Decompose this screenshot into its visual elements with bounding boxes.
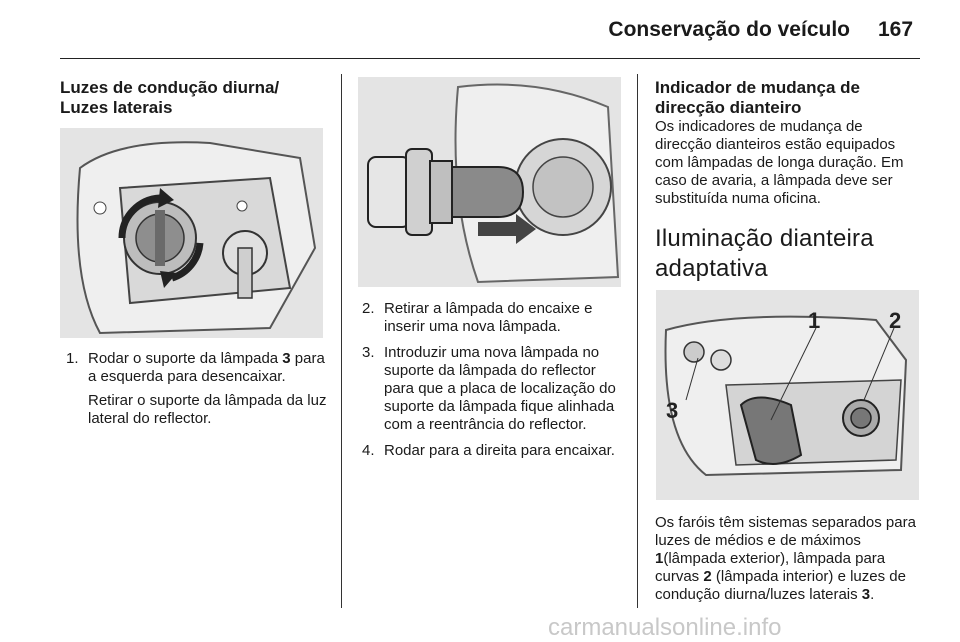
callout-ref: 2 [703,568,712,585]
step-item [66,350,328,428]
body-text: . [870,586,875,603]
step-item [362,344,624,434]
column-1 [60,78,328,118]
heading-line: direcção dianteiro [655,98,802,117]
adaptive-lighting-paragraph [655,514,923,604]
figure-headlamp-components [656,290,919,500]
column-2-steps [362,300,624,468]
figure-bulb-removal [358,77,621,287]
step-item [362,300,624,336]
running-header-section: Conservação do veículo [608,18,850,41]
body-text: (lâmpada interior) e luzes de condução diurna/luzes laterais [655,568,906,603]
section-heading-adaptive-lighting [655,224,923,284]
step-number: 2. [362,300,375,317]
step-item [362,442,624,460]
step-number: 3. [362,344,375,361]
callout-3: 3 [666,398,679,423]
header-rule [60,58,920,59]
heading-line: Luzes laterais [60,98,173,117]
section-heading-drl [60,78,328,118]
callout-ref: 1 [655,550,664,567]
turn-signal-paragraph: Os indicadores de mudança de direcção dianteiros estão equipados com lâmpadas de longa duração. Em caso de avaria, a lâmpada deve ser substituída numa oficina. [655,118,904,207]
step-number: 4. [362,442,375,459]
callout-1: 1 [808,308,821,333]
body-text: Os faróis têm sistemas separados para luzes de médios e de máximos [655,514,916,549]
figure-side-light-bulb-holder [60,128,323,338]
column-divider-left [341,74,342,608]
column-3-top [655,78,923,284]
column-1-steps [66,350,328,436]
step-number: 1. [66,350,79,367]
step-note: Retirar o suporte da lâmpada da luz lateral do reflector. [88,392,327,427]
illustration-headlamp [656,290,919,500]
illustration-bulb-removal [358,77,621,287]
step-text: Rodar para a direita para encaixar. [384,442,615,459]
callout-2: 2 [889,308,902,333]
body-text: (lâmpada exterior), lâmpada para curvas [655,550,886,585]
step-text: Rodar o suporte da lâmpada [88,350,283,367]
heading-line: adaptativa [655,255,768,282]
step-text: para a esquerda para desencaixar. [88,350,325,385]
watermark: carmanualsonline.info [548,614,782,641]
heading-line: Indicador de mudança de [655,78,860,97]
page-number: 167 [878,18,914,41]
heading-line: Iluminação dianteira [655,225,874,252]
subheading-turn-signal [655,78,923,118]
callout-ref: 3 [861,586,871,603]
step-text: Introduzir uma nova lâmpada no suporte da lâmpada do reflector para que a placa de localização do suporte da lâmpada fique alinhada com a reentrância do reflector. [384,344,616,433]
step-text: Retirar a lâmpada do encaixe e inserir uma nova lâmpada. [384,300,593,335]
heading-line: Luzes de condução diurna/ [60,78,280,97]
column-3-body [655,514,923,604]
column-divider-right [637,74,638,608]
callout-ref: 3 [282,350,291,367]
illustration-side-light [60,128,323,338]
